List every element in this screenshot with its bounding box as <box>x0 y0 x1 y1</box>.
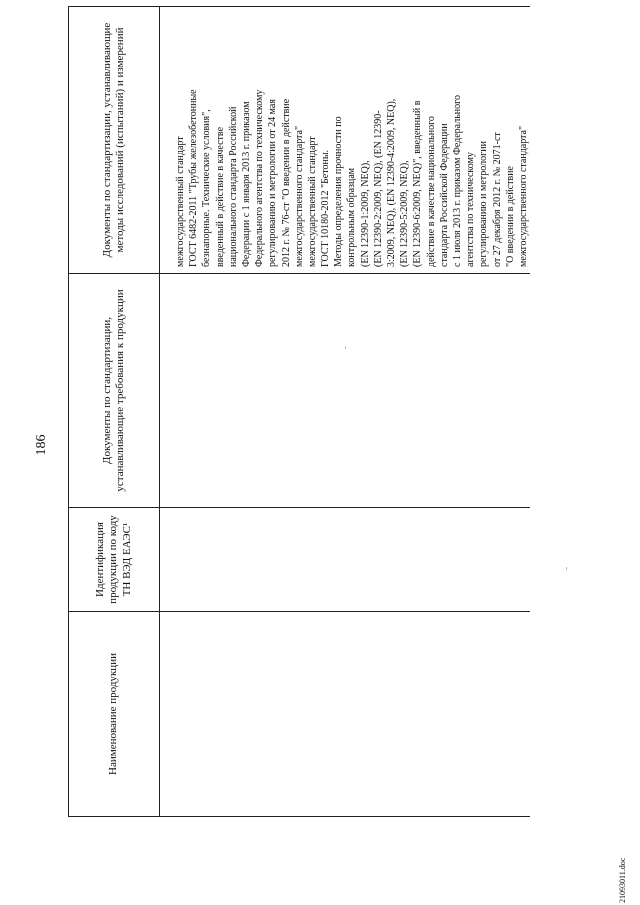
table-row <box>160 7 531 817</box>
methods-text-line: межгосударственный стандарт <box>175 136 186 267</box>
table-header-row <box>69 7 160 817</box>
methods-text-line: от 27 декабря 2012 г. № 2071-ст <box>491 132 503 267</box>
standards-table <box>68 6 530 817</box>
methods-text-line: регулированию и метрологии <box>478 141 490 267</box>
methods-text-line: стандарта Российской Федерации <box>438 123 450 267</box>
methods-text-line: 3:2009, NEQ), (EN 12390-4:2009, NEQ), <box>386 98 397 267</box>
methods-text-line: Федерального агентства по техническому <box>254 89 266 267</box>
methods-text-line: (EN 12390-1:2009, NEQ), <box>359 160 371 267</box>
methods-text-line: регулированию и метрологии от 24 мая <box>267 99 279 267</box>
header-product-name: Наименование продукции <box>69 612 160 817</box>
scan-speck <box>345 346 346 349</box>
methods-text-line: (EN 12390-5:2009, NEQ), <box>399 160 411 267</box>
methods-text-line: (EN 12390-6:2009, NEQ)", введенный в <box>412 100 424 267</box>
methods-text-line: Методы определения прочности по <box>333 116 345 267</box>
methods-text-line: ГОСТ 6482-2011 "Трубы железобетонные <box>188 89 200 267</box>
methods-text-line: Федерации с 1 января 2013 г. приказом <box>240 101 252 267</box>
methods-text-line: введенный в действие в качестве <box>214 126 226 267</box>
methods-text-line: ГОСТ 10180-2012 "Бетоны. <box>320 149 332 267</box>
header-methods-docs: Документы по стандартизации, устанавливающие методы исследований (испытаний) и измерений <box>69 7 160 274</box>
methods-text-line: "О введении в действие <box>504 166 516 267</box>
methods-text-line: межгосударственный стандарт <box>306 136 318 267</box>
cell-tn-ved-code <box>160 508 531 612</box>
header-requirements-docs: Документы по стандартизации, устанавливающие требования к продукции <box>69 274 160 508</box>
cell-requirements-docs <box>160 274 531 508</box>
methods-text-line: 2012 г. № 76-ст "О введении в действие <box>280 98 292 267</box>
document-file-name: 21093011.doc <box>618 857 627 903</box>
methods-text-line: межгосударственного стандарта" <box>517 125 529 267</box>
methods-text-line: национального стандарта Российской <box>227 106 239 267</box>
methods-text-line: действие в качестве национального <box>425 116 437 267</box>
cell-methods-docs <box>160 7 531 274</box>
methods-text <box>174 13 530 267</box>
cell-product-name <box>160 612 531 817</box>
methods-text-line: с 1 июля 2013 г. приказом Федерального <box>451 95 463 267</box>
page-number: 186 <box>34 434 49 456</box>
methods-text-line: агентства по техническому <box>465 152 477 267</box>
scan-speck <box>566 567 567 570</box>
methods-text-line: (EN 12390-2:2009, NEQ), (EN 12390- <box>372 110 384 267</box>
methods-text-line: безнапорные. Технические условия", <box>201 109 213 267</box>
header-tn-ved-code: Идентификация продукции по коду ТН ВЭД ЕАЭС¹ <box>69 508 160 612</box>
methods-text-line: межгосударственного стандарта" <box>293 125 305 267</box>
methods-text-line: контрольным образцам <box>346 167 358 267</box>
